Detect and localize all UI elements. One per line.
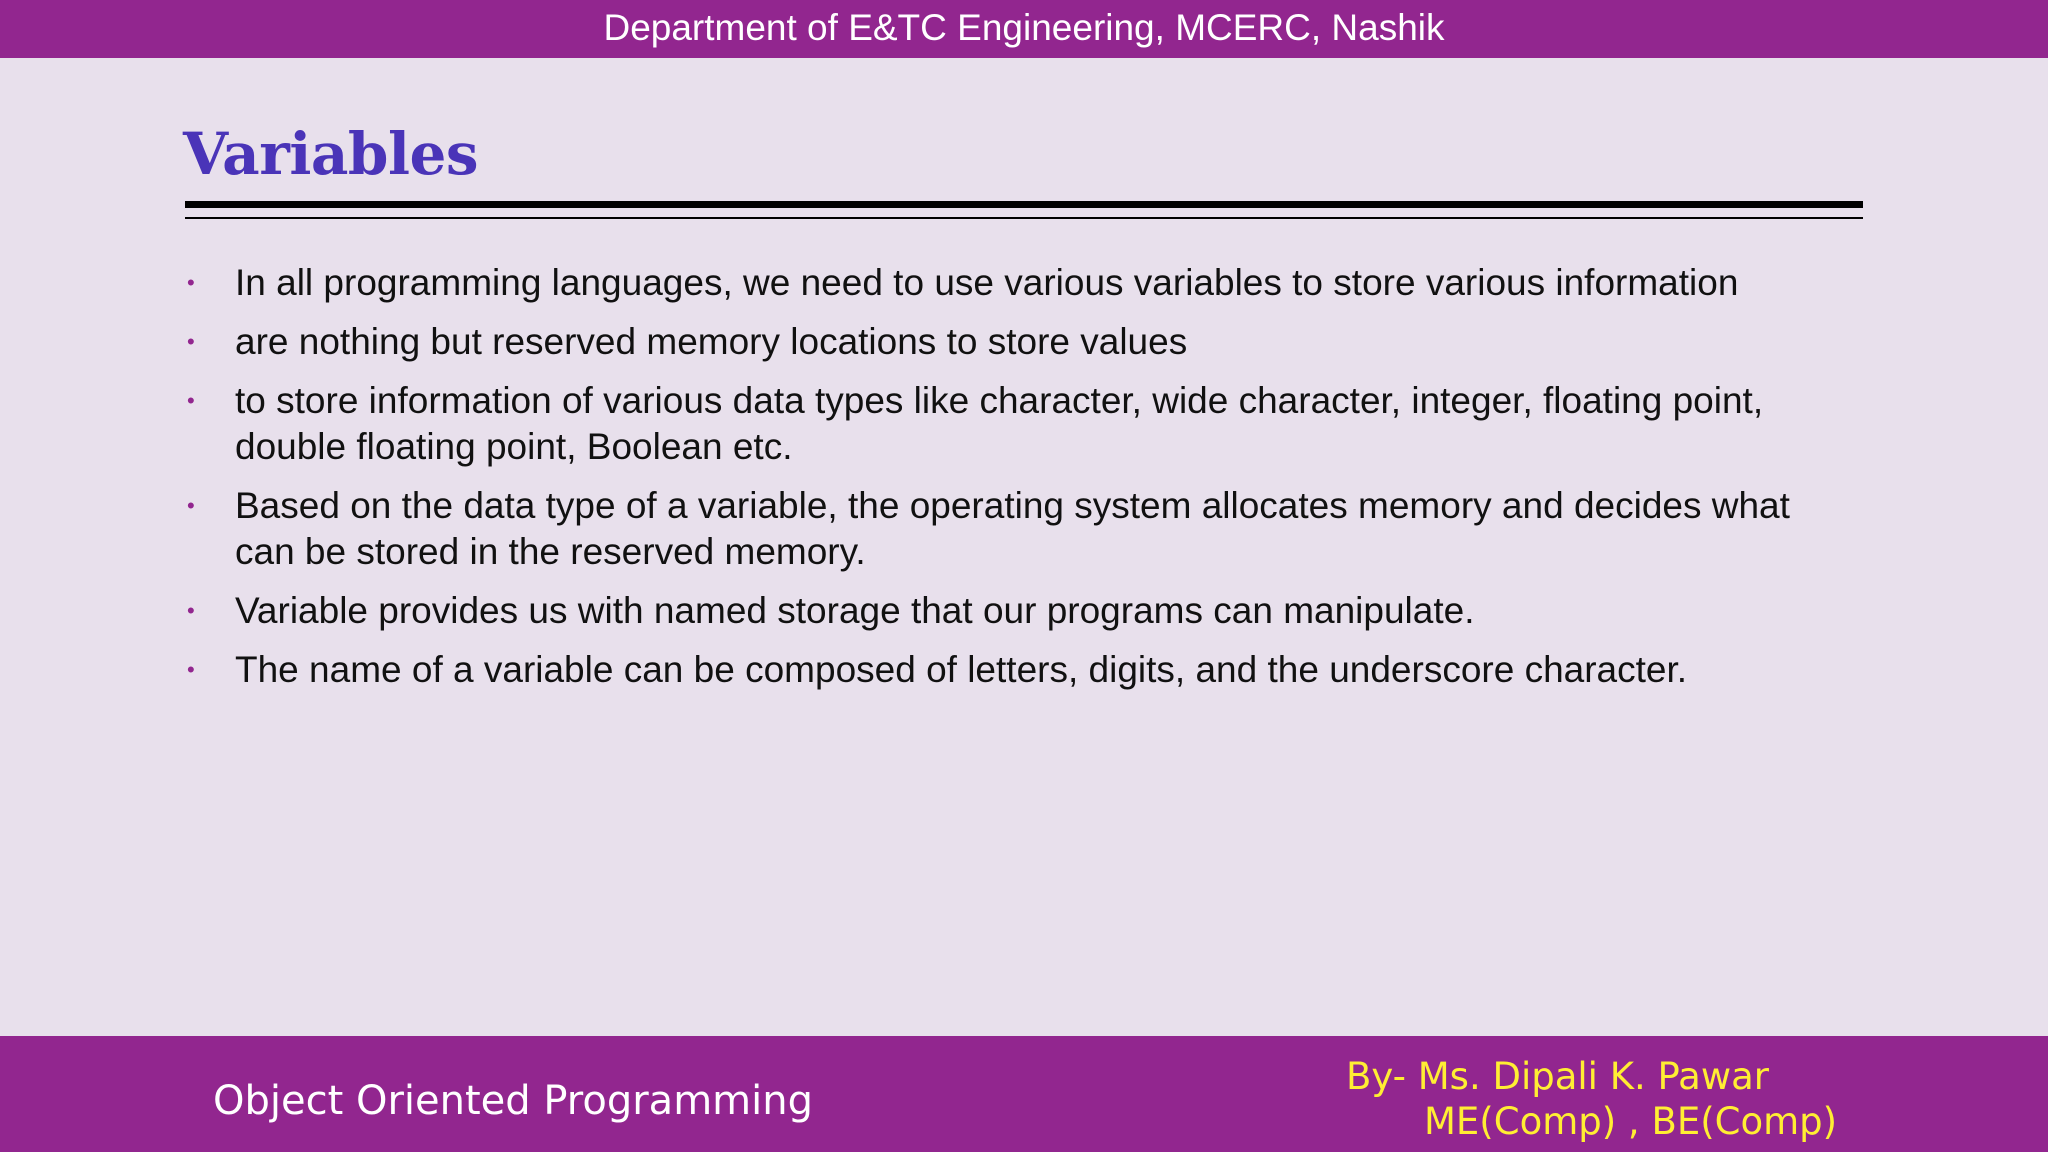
bullet-text: Based on the data type of a variable, the operating system allocates memory and decides what can be stored in the reserved memory. bbox=[235, 485, 1790, 572]
bullet-dot-icon: • bbox=[187, 329, 195, 354]
title-divider-thin bbox=[185, 217, 1863, 219]
bullet-item bbox=[183, 588, 1803, 634]
bullet-text: In all programming languages, we need to use various variables to store various information bbox=[235, 262, 1739, 303]
bullet-item bbox=[183, 319, 1803, 365]
author-degrees: ME(Comp) , BE(Comp) bbox=[1424, 1100, 1838, 1143]
bullet-list bbox=[183, 260, 1803, 706]
title-divider-thick bbox=[185, 201, 1863, 208]
bullet-item bbox=[183, 483, 1803, 575]
bullet-item bbox=[183, 647, 1803, 693]
author-name: By- Ms. Dipali K. Pawar bbox=[1346, 1055, 1769, 1098]
bullet-text: Variable provides us with named storage that our programs can manipulate. bbox=[235, 590, 1475, 631]
bullet-text: are nothing but reserved memory locations to store values bbox=[235, 321, 1188, 362]
bullet-dot-icon: • bbox=[187, 388, 195, 413]
bullet-item bbox=[183, 260, 1803, 306]
department-header: Department of E&TC Engineering, MCERC, Nashik bbox=[603, 7, 1445, 48]
bullet-dot-icon: • bbox=[187, 657, 195, 682]
bullet-dot-icon: • bbox=[187, 270, 195, 295]
bullet-dot-icon: • bbox=[187, 493, 195, 518]
bullet-dot-icon: • bbox=[187, 598, 195, 623]
bullet-item bbox=[183, 378, 1803, 470]
slide-title: Variables bbox=[183, 120, 479, 188]
course-name: Object Oriented Programming bbox=[213, 1078, 813, 1124]
bullet-text: to store information of various data types like character, wide character, integer, floating point, double floating point, Boolean etc. bbox=[235, 380, 1764, 467]
bullet-text: The name of a variable can be composed of letters, digits, and the underscore character. bbox=[235, 649, 1688, 690]
